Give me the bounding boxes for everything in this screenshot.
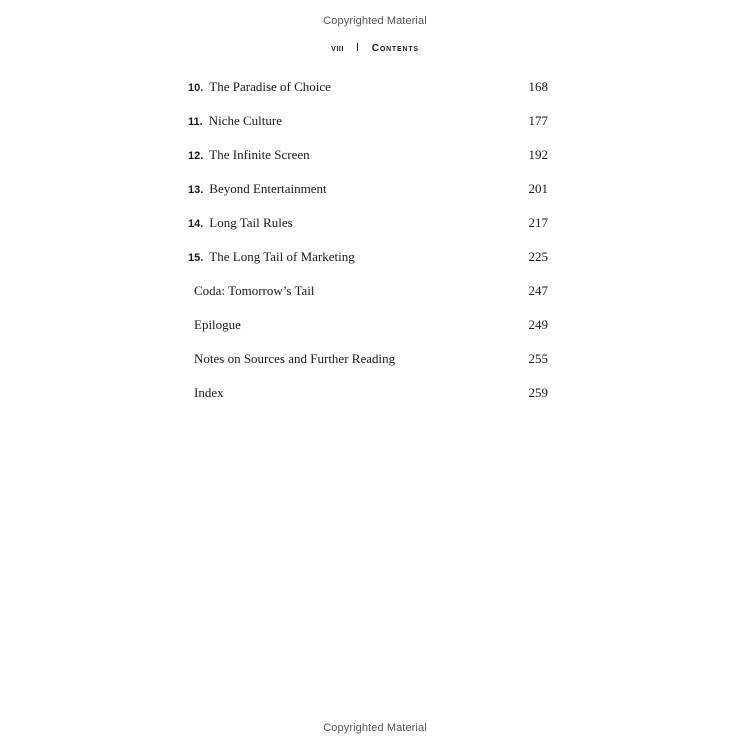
toc-entry-label [188, 385, 224, 401]
running-title: Contents [371, 43, 419, 54]
toc-entry [188, 138, 548, 172]
toc-entry-page: 177 [528, 113, 548, 128]
toc-entry-number: 13. [188, 184, 204, 196]
toc-entry-label [188, 249, 355, 265]
toc-entry-page: 225 [528, 249, 548, 264]
toc-entry-page: 201 [528, 181, 548, 196]
toc-entry-title: Niche Culture [208, 113, 282, 128]
copyright-watermark-bottom: Copyrighted Material [323, 722, 427, 734]
toc-entry-number: 11. [188, 116, 203, 128]
toc-entry-number: 14. [188, 218, 204, 230]
toc-entry [188, 70, 548, 104]
toc-entry [188, 308, 548, 342]
toc-entry-title: The Infinite Screen [209, 147, 310, 162]
toc-entry-title: The Paradise of Choice [209, 79, 331, 94]
toc-entry-title: The Long Tail of Marketing [209, 249, 355, 264]
toc-entry-page: 259 [528, 385, 548, 400]
toc-entry-number: 10. [188, 82, 204, 94]
toc-entry-title: Notes on Sources and Further Reading [194, 351, 396, 366]
running-header [0, 43, 750, 54]
toc-entry-label [188, 181, 327, 197]
toc-entry [188, 342, 548, 376]
toc-entry-label [188, 215, 293, 231]
toc-entry-label [188, 317, 241, 333]
toc-entry-label [188, 283, 314, 299]
toc-entry-title: Coda: Tomorrow’s Tail [194, 283, 315, 298]
toc-entry-page: 168 [528, 79, 548, 94]
toc-entry [188, 172, 548, 206]
toc-entry [188, 206, 548, 240]
table-of-contents [188, 70, 548, 410]
toc-entry-page: 192 [528, 147, 548, 162]
toc-entry-label [188, 351, 395, 367]
toc-entry [188, 104, 548, 138]
toc-entry-title: Beyond Entertainment [209, 181, 327, 196]
toc-entry-number: 12. [188, 150, 204, 162]
toc-entry-page: 217 [528, 215, 548, 230]
toc-entry-title: Index [194, 385, 224, 400]
toc-entry [188, 274, 548, 308]
toc-entry-number: 15. [188, 252, 204, 264]
page-number: viii [331, 43, 345, 54]
toc-entry-page: 247 [528, 283, 548, 298]
toc-entry-label [188, 79, 331, 95]
toc-entry-page: 255 [528, 351, 548, 366]
header-separator [357, 43, 358, 51]
copyright-watermark-top: Copyrighted Material [323, 15, 427, 27]
toc-entry-title: Epilogue [194, 317, 241, 332]
toc-entry-label [188, 147, 310, 163]
toc-entry [188, 376, 548, 410]
toc-entry-page: 249 [528, 317, 548, 332]
toc-entry-title: Long Tail Rules [209, 215, 293, 230]
toc-entry [188, 240, 548, 274]
toc-entry-label [188, 113, 282, 129]
